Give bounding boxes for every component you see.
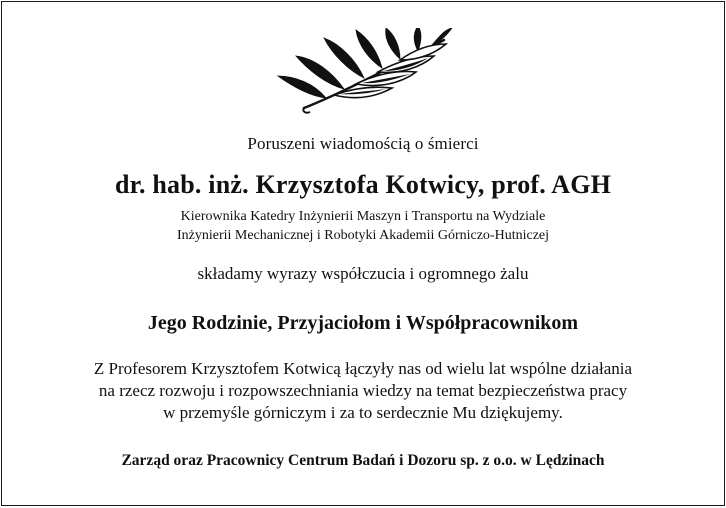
message-line: Z Profesorem Krzysztofem Kotwicą łączyły nas od wielu lat wspólne działania [93,359,633,378]
message-line: na rzecz rozwoju i rozpowszechniania wiedzy na temat bezpieczeństwa pracy [98,381,628,400]
condolence-text: składamy wyrazy współczucia i ogromnego żalu [197,264,529,283]
deceased-name: dr. hab. inż. Krzysztofa Kotwicy, prof. AGH [114,170,612,199]
affiliation-line: Kierownika Katedry Inżynierii Maszyn i Transportu na Wydziale [180,209,546,224]
intro-text: Poruszeni wiadomością o śmierci [247,134,479,153]
affiliation [2,207,724,245]
message-paragraph [2,358,724,424]
recipients-heading: Jego Rodzinie, Przyjaciołom i Współpracownikom [147,312,579,334]
obituary-notice [1,1,725,506]
olive-branch-icon [274,28,454,116]
signature: Zarząd oraz Pracownicy Centrum Badań i Dozoru sp. z o.o. w Lędzinach [121,452,605,469]
affiliation-line: Inżynierii Mechanicznej i Robotyki Akademii Górniczo-Hutniczej [176,228,550,243]
message-line: w przemyśle górniczym i za to serdecznie Mu dziękujemy. [163,403,563,422]
